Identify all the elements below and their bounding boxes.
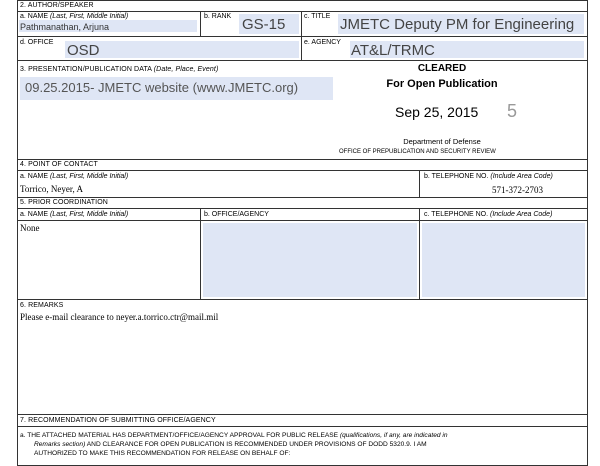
poc-name-value[interactable]: Torrico, Neyer, A [20,184,83,194]
agency-label: e. AGENCY [304,39,341,46]
stamp-cleared: CLEARED [417,63,467,74]
section3-header: 3. PRESENTATION/PUBLICATION DATA (Date, Place, Event) [20,66,219,73]
coord-name-label: a. NAME (Last, First, Middle Initial) [20,211,129,218]
stamp-office: OFFICE OF PREPUBLICATION AND SECURITY REVIEW [339,149,496,155]
agency-value[interactable]: AT&L/TRMC [351,42,435,59]
coord-phone-fill[interactable] [422,223,585,297]
coord-phone-label: c. TELEPHONE NO. (Include Area Code) [424,211,553,218]
stamp-dept: Department of Defense [403,137,481,146]
section3-value[interactable]: 09.25.2015- JMETC website (www.JMETC.org) [25,80,299,95]
office-value[interactable]: OSD [67,42,100,59]
clearance-form [17,0,588,460]
section7-text-line3: AUTHORIZED TO MAKE THIS RECOMMENDATION FOR RELEASE ON BEHALF OF: [34,450,291,457]
rank-label: b. RANK [204,13,232,20]
stamp-date: Sep 25, 2015 [395,104,479,120]
author-name-label: a. NAME (Last, First, Middle Initial) [20,13,129,20]
stamp-open-publication: For Open Publication [386,78,498,90]
poc-phone-label: b. TELEPHONE NO. (Include Area Code) [424,173,553,180]
section5-header: 5. PRIOR COORDINATION [20,199,108,206]
coord-office-fill[interactable] [203,223,417,297]
author-name-value[interactable]: Pathmanathan, Arjuna [20,22,110,32]
rank-value[interactable]: GS-15 [242,16,286,33]
section6-value[interactable]: Please e-mail clearance to neyer.a.torrico.ctr@mail.mil [20,312,219,322]
stamp-mark: 5 [507,101,518,121]
poc-name-label: a. NAME (Last, First, Middle Initial) [20,173,129,180]
coord-office-label: b. OFFICE/AGENCY [204,211,269,218]
title-value[interactable]: JMETC Deputy PM for Engineering [340,16,575,33]
office-label: d. OFFICE [20,39,54,46]
office-fill [65,41,299,58]
section7-text-line2: Remarks section) AND CLEARANCE FOR OPEN PUBLICATION IS RECOMMENDED UNDER PROVISIONS OF DODD 5320.9. I AM [34,441,427,448]
section4-header: 4. POINT OF CONTACT [20,161,98,168]
section7-text-line1: a. THE ATTACHED MATERIAL HAS DEPARTMENT/OFFICE/AGENCY APPROVAL FOR PUBLIC RELEASE (qualifications, if any, are indicated in [20,432,448,439]
title-label: c. TITLE [304,13,331,20]
section2-header: 2. AUTHOR/SPEAKER [20,2,94,9]
coord-name-cell [17,220,201,300]
section7-header: 7. RECOMMENDATION OF SUBMITTING OFFICE/AGENCY [20,417,216,424]
coord-name-value[interactable]: None [20,223,40,233]
section6-header: 6. REMARKS [20,302,64,309]
poc-phone-value[interactable]: 571-372-2703 [492,185,543,195]
